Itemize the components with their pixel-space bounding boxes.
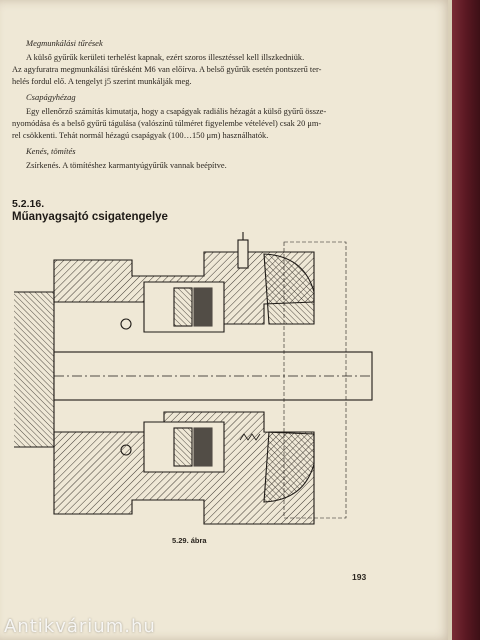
text-line: rel csökkenti. Tehát normál hézagú csapágyak (100…150 μm) használhatók. (12, 131, 269, 140)
bearing-roller-lower-1 (174, 428, 192, 466)
watermark: Antikvárium.hu (4, 616, 156, 637)
technical-drawing (14, 232, 374, 528)
text-line: nyomódása és a belső gyűrű tágulása (valószínű túlméret figyelembe vételével) csak 20 μm- (12, 119, 322, 128)
housing-flange (14, 292, 54, 447)
section-title: Műanyagsajtó csigatengelye (12, 211, 168, 223)
page-number: 193 (352, 572, 367, 582)
seal-ring-upper (121, 319, 131, 329)
bearing-roller-lower-2 (194, 428, 212, 466)
section-number: 5.2.16. (12, 198, 45, 210)
paragraph-bearing-clearance (12, 106, 392, 142)
text-line: A külső gyűrűk kerületi terhelést kapnak, ezért szoros illesztéssel kell illszkedniük. (26, 53, 305, 62)
text-line: Zsírkenés. A tömítéshez karmantyúgyűrűk vannak beépítve. (26, 161, 227, 170)
figure-caption: 5.29. ábra (172, 536, 207, 545)
subheading-lubrication: Kenés, tömítés (26, 146, 76, 156)
grease-nipple (238, 240, 248, 268)
text-line: Egy ellenőrző számítás kimutatja, hogy a csapágyak radiális hézagát a külső gyűrű össze- (26, 107, 327, 116)
paragraph-tolerances (12, 52, 392, 88)
subheading-bearing-clearance: Csapágyhézag (26, 92, 76, 102)
paragraph-lubrication (12, 160, 392, 172)
subheading-tolerances: Megmunkálási tűrések (26, 38, 103, 48)
text-line: Az agyfuratra megmunkálási tűrésként M6 van előírva. A belső gyűrűk esetén pontszerű ter- (12, 65, 322, 74)
text-line: helés fordul elő. A tengelyt j5 szerint munkálják meg. (12, 77, 192, 86)
bearing-roller-upper-1 (174, 288, 192, 326)
book-cover-spine (452, 0, 480, 640)
bearing-roller-upper-2 (194, 288, 212, 326)
